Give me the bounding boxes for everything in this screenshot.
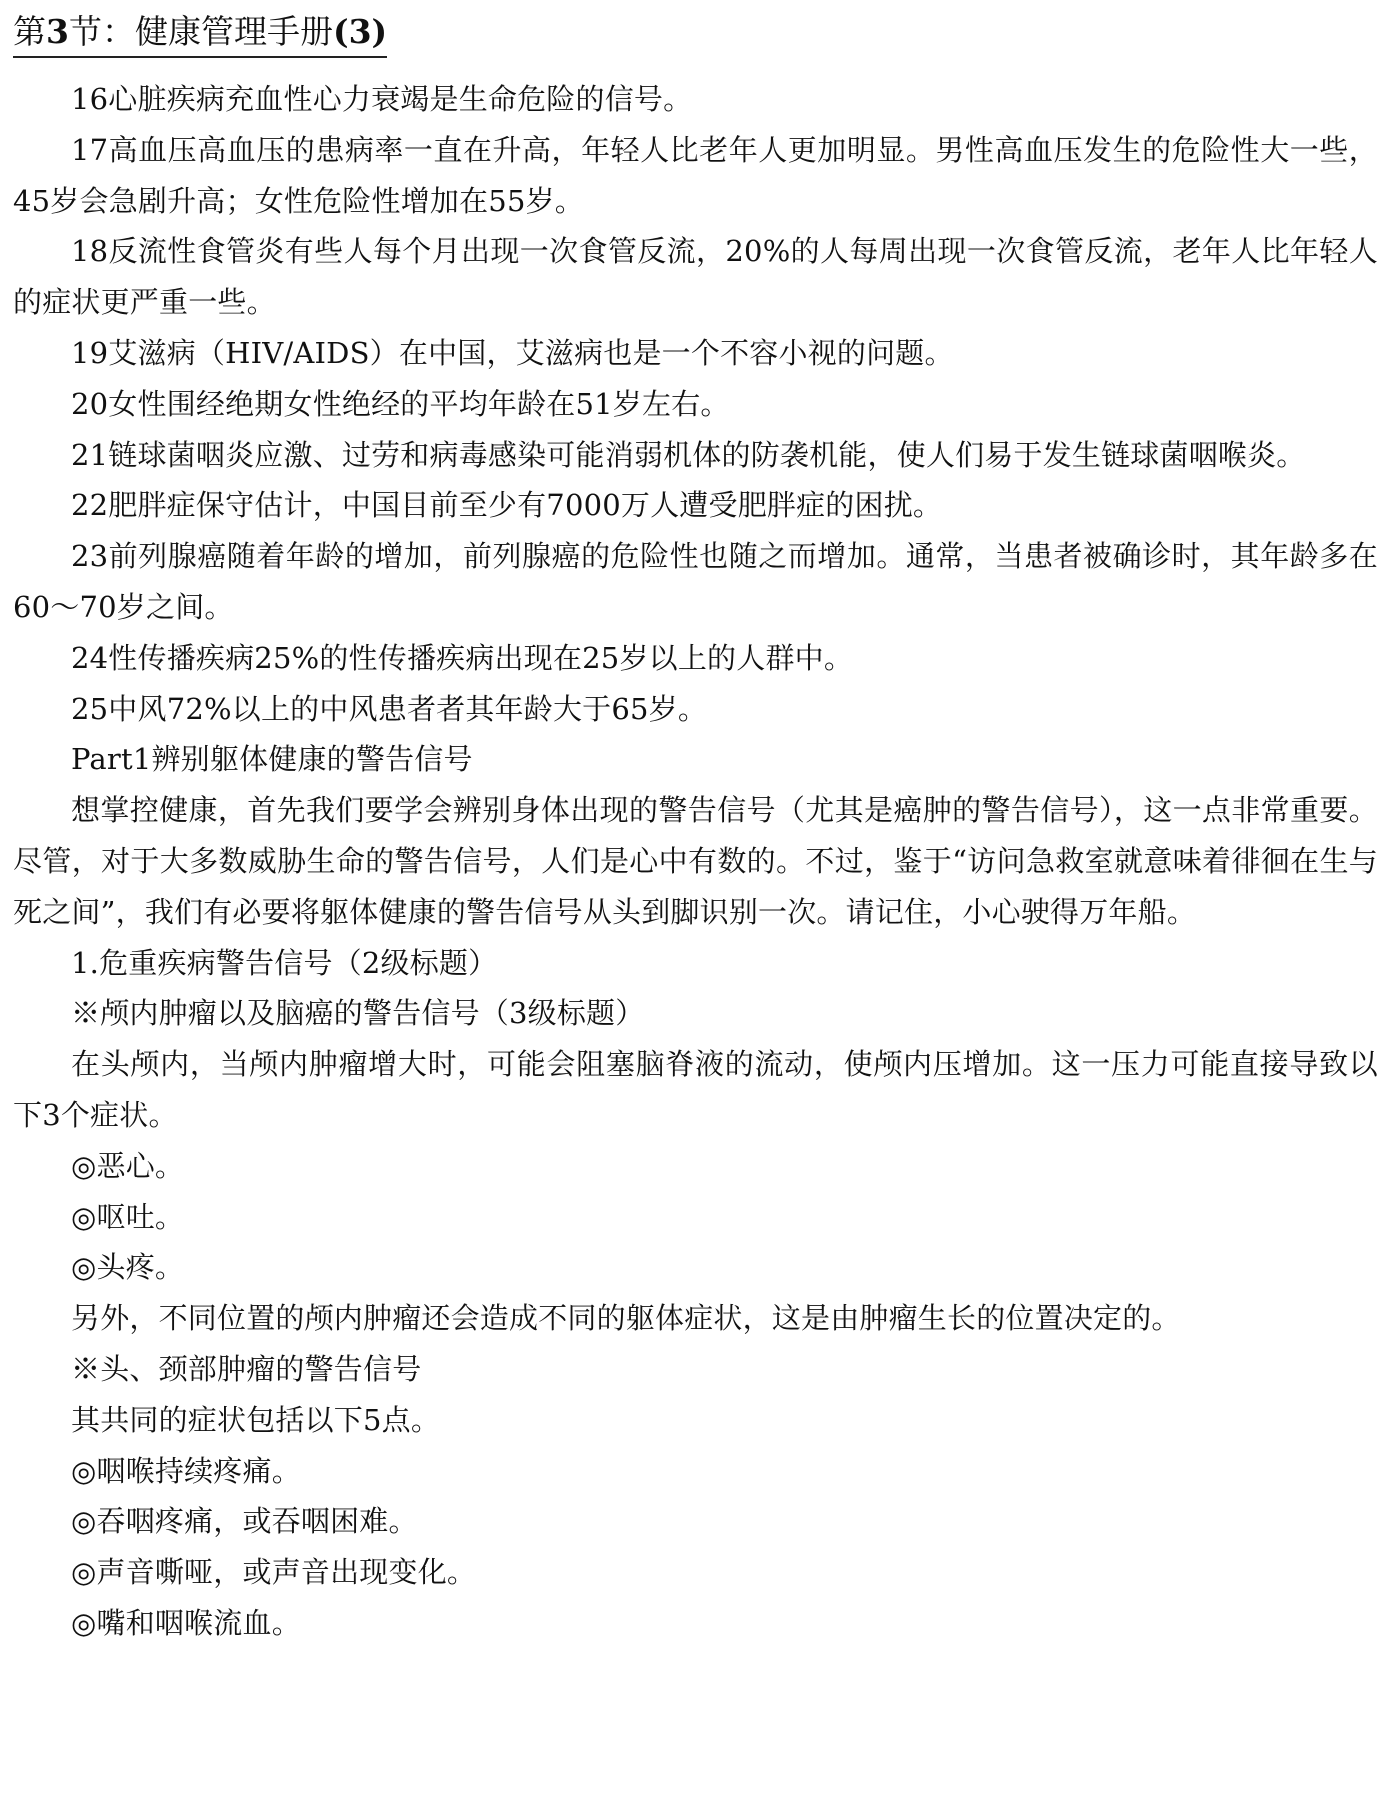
- document-page: [13, 10, 1378, 1649]
- list-item: ◎头疼。: [71, 1250, 185, 1285]
- paragraph: 24性传播疾病25%的性传播疾病出现在25岁以上的人群中。: [71, 640, 854, 675]
- title-prefix: 第: [13, 12, 46, 51]
- paragraph: 20女性围经绝期女性绝经的平均年龄在51岁左右。: [71, 386, 730, 421]
- body-text: [13, 74, 1378, 1649]
- subheading-level-3: ※颅内肿瘤以及脑癌的警告信号（3级标题）: [71, 996, 645, 1031]
- paragraph: 另外，不同位置的颅内肿瘤还会造成不同的躯体症状，这是由肿瘤生长的位置决定的。: [71, 1301, 1181, 1336]
- paragraph: 19艾滋病（HIV/AIDS）在中国，艾滋病也是一个不容小视的问题。: [71, 335, 954, 370]
- title-number: 3: [46, 12, 69, 51]
- paragraph: 21链球菌咽炎应激、过劳和病毒感染可能消弱机体的防袭机能，使人们易于发生链球菌咽喉炎。: [71, 437, 1306, 472]
- page-title: [13, 10, 387, 58]
- section-heading: Part1辨别躯体健康的警告信号: [71, 742, 473, 777]
- subheading-level-2: 1.危重疾病警告信号（2级标题）: [71, 945, 498, 980]
- list-item: ◎声音嘶哑，或声音出现变化。: [71, 1555, 477, 1590]
- list-item: ◎咽喉持续疼痛。: [71, 1453, 301, 1488]
- subheading-level-3: ※头、颈部肿瘤的警告信号: [71, 1351, 422, 1386]
- paragraph: 22肥胖症保守估计，中国目前至少有7000万人遭受肥胖症的困扰。: [71, 488, 943, 523]
- list-item: ◎嘴和咽喉流血。: [71, 1605, 301, 1640]
- paragraph: 25中风72%以上的中风患者者其年龄大于65岁。: [71, 691, 708, 726]
- paragraph: 16心脏疾病充血性心力衰竭是生命危险的信号。: [71, 82, 693, 116]
- paragraph: 18反流性食管炎有些人每个月出现一次食管反流，20%的人每周出现一次食管反流，老年人比年轻人的症状更严重一些。: [13, 234, 1378, 320]
- title-main: 节：健康管理手册: [68, 12, 333, 51]
- list-item: ◎呕吐。: [71, 1199, 185, 1234]
- paragraph: 想掌控健康，首先我们要学会辨别身体出现的警告信号（尤其是癌肿的警告信号），这一点非常重要。尽管，对于大多数威胁生命的警告信号，人们是心中有数的。不过，鉴于“访问急救室就意味着徘徊在生与死之间”，我们有必要将躯体健康的警告信号从头到脚识别一次。请记住，小心驶得万年船。: [13, 793, 1378, 929]
- paragraph: 其共同的症状包括以下5点。: [71, 1402, 441, 1437]
- title-suffix: (3): [332, 12, 388, 51]
- paragraph: 23前列腺癌随着年龄的增加，前列腺癌的危险性也随之而增加。通常，当患者被确诊时，其年龄多在60～70岁之间。: [13, 539, 1378, 624]
- paragraph: 17高血压高血压的患病率一直在升高，年轻人比老年人更加明显。男性高血压发生的危险性大一些，45岁会急剧升高；女性危险性增加在55岁。: [13, 132, 1378, 218]
- paragraph: 在头颅内，当颅内肿瘤增大时，可能会阻塞脑脊液的流动，使颅内压增加。这一压力可能直接导致以下3个症状。: [13, 1047, 1378, 1132]
- list-item: ◎吞咽疼痛，或吞咽困难。: [71, 1504, 418, 1539]
- list-item: ◎恶心。: [71, 1148, 185, 1183]
